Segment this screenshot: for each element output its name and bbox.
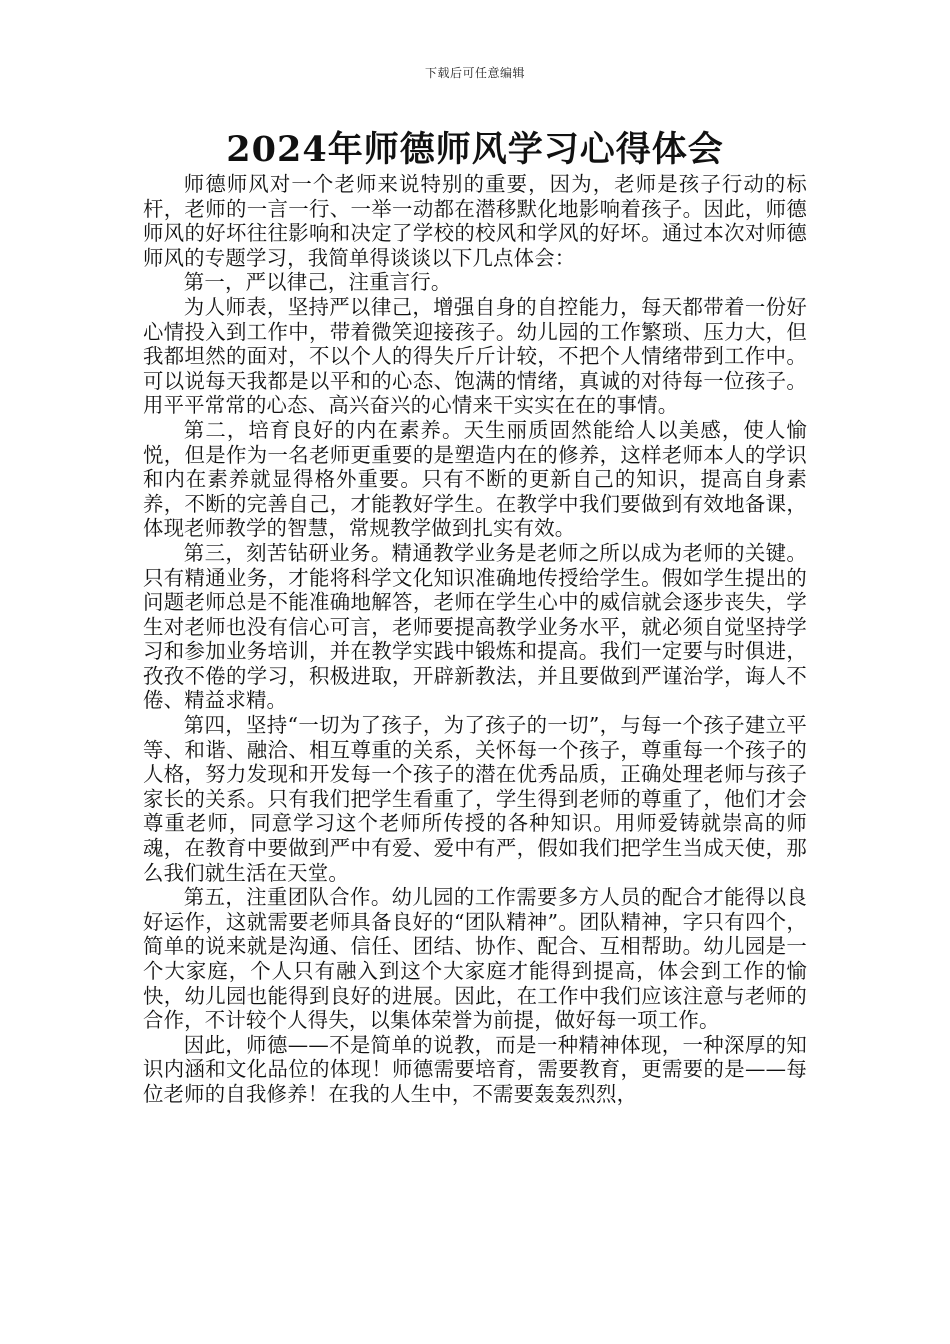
- paragraph-point-4: 第四，坚持“一切为了孩子，为了孩子的一切”，与每一个孩子建立平等、和谐、融洽、相互尊重的关系，关怀每一个孩子，尊重每一个孩子的人格，努力发现和开发每一个孩子的潜在优秀品质，正确处理老师与孩子家长的关系。只有我们把学生看重了，学生得到老师的尊重了，他们才会尊重老师，同意学习这个老师所传授的各种知识。用师爱铸就崇高的师魂，在教育中要做到严中有爱、爱中有严，假如我们把学生当成天使，那么我们就生活在天堂。: [143, 713, 807, 885]
- paragraph-point-1-heading: 第一，严以律己，注重言行。: [183, 270, 452, 295]
- paragraph-point-2: 第二，培育良好的内在素养。天生丽质固然能给人以美感，使人愉悦，但是作为一名老师更重要的是塑造内在的修养，这样老师本人的学识和内在素养就显得格外重要。只有不断的更新自己的知识，提高自身素养，不断的完善自己，才能教好学生。在教学中我们要做到有效地备课，体现老师教学的智慧，常规教学做到扎实有效。: [143, 417, 807, 541]
- paragraph-point-1-body: 为人师表，坚持严以律己，增强自身的自控能力，每天都带着一份好心情投入到工作中，带着微笑迎接孩子。幼儿园的工作繁琐、压力大，但我都坦然的面对，不以个人的得失斤斤计较，不把个人情绪带到工作中。可以说每天我都是以平和的心态、饱满的情绪，真诚的对待每一位孩子。用平平常常的心态、高兴奋兴的心情来干实实在在的事情。: [143, 294, 807, 418]
- document-body: [143, 172, 807, 1107]
- document-title: 2024年师德师风学习心得体会: [226, 129, 724, 170]
- paragraph-point-5: 第五，注重团队合作。幼儿园的工作需要多方人员的配合才能得以良好运作，这就需要老师具备良好的“团队精神”。团队精神，字只有四个，简单的说来就是沟通、信任、团结、协作、配合、互相帮助。幼儿园是一个大家庭，个人只有融入到这个大家庭才能得到提高，体会到工作的愉快，幼儿园也能得到良好的进展。因此，在工作中我们应该注意与老师的合作，不计较个人得失，以集体荣誉为前提，做好每一项工作。: [143, 885, 807, 1033]
- paragraph-point-3: 第三，刻苦钻研业务。精通教学业务是老师之所以成为老师的关键。只有精通业务，才能将科学文化知识准确地传授给学生。假如学生提出的问题老师总是不能准确地解答，老师在学生心中的威信就会逐步丧失，学生对老师也没有信心可言，老师要提高教学业务水平，就必须自觉坚持学习和参加业务培训，并在教学实践中锻炼和提高。我们一定要与时俱进，孜孜不倦的学习，积极进取，开辟新教法，并且要做到严谨治学，诲人不倦、精益求精。: [143, 540, 807, 713]
- paragraph-intro: 师德师风对一个老师来说特别的重要，因为，老师是孩子行动的标杆，老师的一言一行、一举一动都在潜移默化地影响着孩子。因此，师德师风的好坏往往影响和决定了学校的校风和学风的好坏。通过本次对师德师风的专题学习，我简单得谈谈以下几点体会：: [143, 172, 807, 270]
- page-header-note: 下载后可任意编辑: [424, 66, 525, 80]
- paragraph-conclusion: 因此，师德——不是简单的说教，而是一种精神体现，一种深厚的知识内涵和文化品位的体现！师德需要培育，需要教育，更需要的是——每位老师的自我修养！在我的人生中，不需要轰轰烈烈，: [143, 1032, 807, 1106]
